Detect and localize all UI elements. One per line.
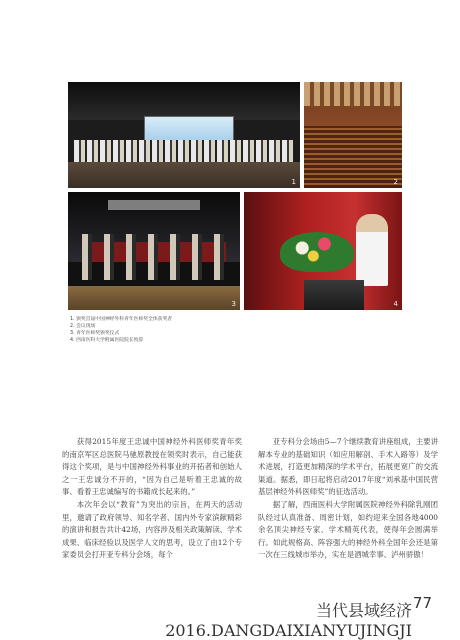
stage-floor	[68, 286, 240, 310]
award-recipients	[76, 234, 232, 280]
article-column-right	[258, 436, 438, 562]
caption-4: 4. 西南医科大学附属医院院长致辞	[70, 338, 144, 343]
article-column-left	[62, 436, 242, 562]
photo-number: 1	[291, 178, 296, 186]
podium	[304, 280, 364, 310]
paragraph: 获得2015年度王忠诚中国神经外科医师奖青年奖的南京军区总医院马驰原教授在领奖时表示，自己能获得这个奖项，是与中国神经外科事业的开拓者和创始人之一王忠诚分不开的，“因为自己是听着王忠诚的故事、看着王忠诚编写的书籍成长起来的。”	[62, 437, 242, 497]
caption-3: 3. 青年医师奖颁奖仪式	[70, 331, 120, 336]
photo-captions	[70, 316, 390, 344]
page-number: 77	[412, 594, 432, 612]
photo-group-award	[68, 82, 300, 188]
photo-number: 3	[231, 300, 236, 308]
backdrop-sign	[108, 200, 200, 210]
hall-ceiling	[304, 82, 402, 106]
flower-bouquet	[280, 232, 354, 272]
audience-seats	[304, 126, 402, 188]
caption-2: 2. 会议现场	[70, 324, 96, 329]
magazine-title: 当代县域经济	[315, 601, 412, 620]
footer	[165, 598, 412, 640]
photo-award-ceremony	[68, 192, 240, 310]
photo-number: 4	[393, 300, 398, 308]
paragraph: 本次年会以“教育”为突出的宗旨，在两天的活动里，邀请了政府领导、知名学者、国内外专家滨献精彩的演讲和报告共计42场，内容涉及相关政策解读、学术成果、临床经验以及医学人文的思考，设立了由12个专家委员会打开亚专科分会场，每个	[62, 499, 242, 560]
photo-number: 2	[393, 178, 398, 186]
stage-floor	[68, 162, 300, 188]
caption-1: 1. 颁奖首届中国神经外科青年医师奖全体获奖者	[70, 317, 173, 322]
stage-lights	[68, 82, 300, 120]
speaker-figure	[356, 214, 388, 286]
paragraph: 据了解，西南医科大学附属医院神经外科除乳刚团队经过认真准备、周密计划，如约迎来全国各地4000余名顶尖神经专家、学术精英代表，使得年会圆满举行。如此规格高、阵容强大的神经外科全国年会还是第一次在三线城市举办，实在是酒城幸事、泸州骄傲！	[258, 499, 438, 560]
paragraph: 亚专科分会场由5—7个继续教育讲座组成，主要讲解本专业的基础知识（如应用解剖、手术入路等）及学术进展，打造更加精深的学术平台，拓展更宽广的交流渠道。据悉，即日起将启动2017年度“刘承基中国民营基层神经外科医师奖”的征选活动。	[258, 437, 438, 497]
photo-conference-hall	[304, 82, 402, 188]
magazine-pinyin: 2016.DANGDAIXIANYUJINGJI	[165, 621, 412, 640]
photo-speaker	[244, 192, 402, 310]
